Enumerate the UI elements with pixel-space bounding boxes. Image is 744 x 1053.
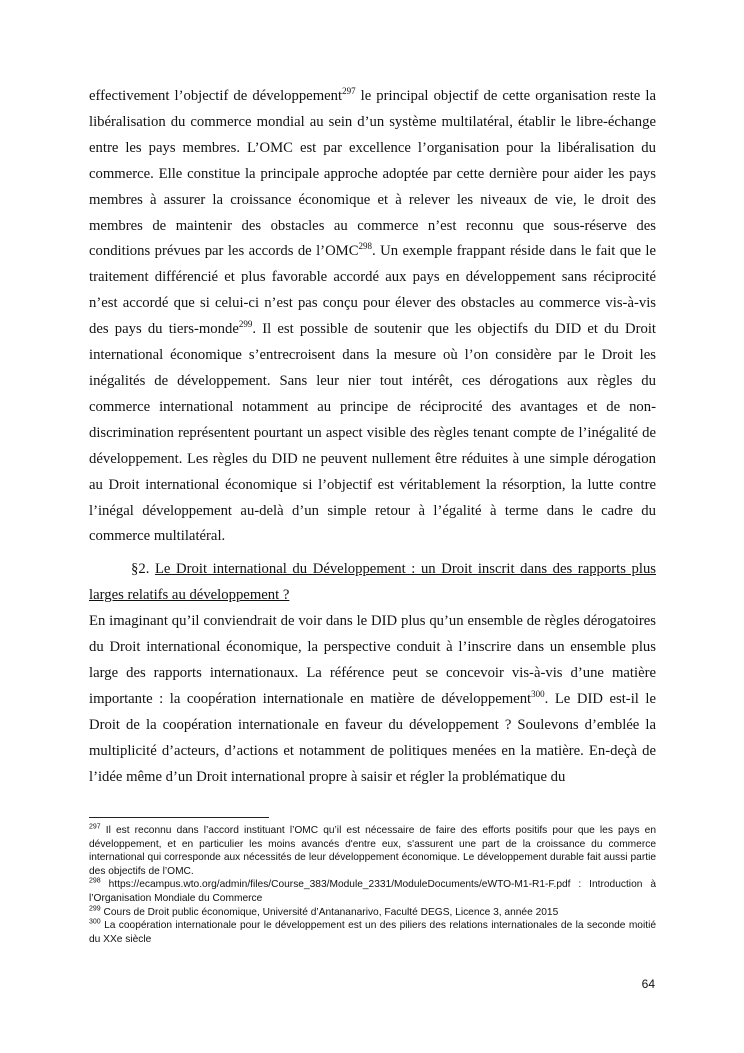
footnotes	[89, 824, 656, 946]
paragraph-text: le principal objectif de cette organisation reste la libéralisation du commerce mondial au sein d’un système multilatéral, établir le libre-échange entre les pays membres. L’OMC est par excellence l’organisation pour la libéralisation du commerce. Elle constitue la principale approche adoptée par cette dernière pour aider les pays membres à assurer la croissance économique et à relever les niveaux de vie, le droit des membres de maintenir des obstacles au commerce n’est reconnu que sous-réserve des conditions prévues par les accords de l’OMC	[89, 88, 656, 260]
footnote-300	[89, 919, 656, 946]
section-number: §2.	[131, 561, 155, 578]
paragraph-text: En imaginant qu’il conviendrait de voir dans le DID plus qu’un ensemble de règles dérogatoires du Droit international économique, la perspective conduit à l’inscrire dans un ensemble plus large des rapports internationaux. La référence peut se concevoir vis-à-vis d’une matière importante : la coopération internationale en matière de développement	[89, 613, 656, 707]
footnote-ref-298[interactable]: 298	[358, 241, 373, 252]
paragraph-text: . Le DID est-il le Droit de la coopération internationale en faveur du développement ? Soulevons d’emblée la multiplicité d’acteurs, d’actions et notamment de politiques menées en la matière. En-deçà de l’idée même d’un Droit international propre à saisir et régler la problématique du	[89, 690, 656, 785]
section-title: Le Droit international du Développement : un Droit inscrit dans des rapports plus larges relatifs au développement ?	[89, 561, 656, 604]
footnote-297	[89, 824, 656, 878]
footnote-link[interactable]: https://ecampus.wto.org/admin/files/Course_383/Module_2331/ModuleDocuments/eWTO-M1-R1-F.pdf : Introduction à l’Organisation Mondiale du Commerce	[89, 879, 656, 904]
footnote-ref-300[interactable]: 300	[531, 688, 545, 699]
footnote-299	[89, 906, 656, 920]
paragraph-1	[89, 84, 656, 550]
paragraph-2	[89, 609, 656, 790]
footnote-number: 298	[89, 877, 101, 885]
footnote-separator	[89, 817, 269, 818]
footnote-number: 300	[89, 918, 101, 926]
footnote-298	[89, 878, 656, 905]
footnote-text: Cours de Droit public économique, Université d’Antananarivo, Faculté DEGS, Licence 3, année 2015	[100, 906, 559, 918]
footnote-number: 299	[89, 905, 101, 913]
footnote-text: La coopération internationale pour le développement est un des piliers des relations internationales de la seconde moitié du XXe siècle	[89, 920, 656, 945]
footnote-ref-297[interactable]: 297	[342, 86, 356, 97]
page-number: 64	[641, 977, 655, 991]
paragraph-text: . Un exemple frappant réside dans le fait que le traitement différencié et plus favorable accordé aux pays en développement sans réciprocité n’est accordé que si celui-ci n’est pas conçu pour élever des obstacles au commerce vis-à-vis des pays du tiers-monde	[89, 243, 656, 338]
body-text	[89, 84, 656, 790]
footnote-text: Il est reconnu dans l’accord instituant l’OMC qu’il est nécessaire de faire des efforts positifs pour que les pays en développement, et en particulier les moins avancés d'entre eux, s'assurent une part de la croissance du commerce international qui corresponde aux nécessités de leur développement économique. Le développement durable fait aussi partie des objectifs de l’OMC.	[89, 825, 656, 877]
paragraph-text: . Il est possible de soutenir que les objectifs du DID et du Droit international économique s’entrecroisent dans la mesure où l’on considère par le Droit les inégalités de développement. Sans leur nier tout intérêt, ces dérogations aux règles du commerce international notamment au principe de réciprocité des avantages et de non-discrimination représentent pourtant un aspect visible des règles tenant compte de l’inégalité de développement. Les règles du DID ne peuvent nullement être réduites à une simple dérogation au Droit international économique si l’objectif est véritablement la résorption, la lutte contre l’inégal développement au-delà d’un simple retour à l’égalité à terme dans le cadre du commerce multilatéral.	[89, 321, 657, 545]
paragraph-text: effectivement l’objectif de développement	[89, 88, 343, 104]
footnote-number: 297	[89, 823, 101, 831]
section-heading	[89, 557, 656, 609]
footnote-ref-299[interactable]: 299	[238, 319, 253, 330]
